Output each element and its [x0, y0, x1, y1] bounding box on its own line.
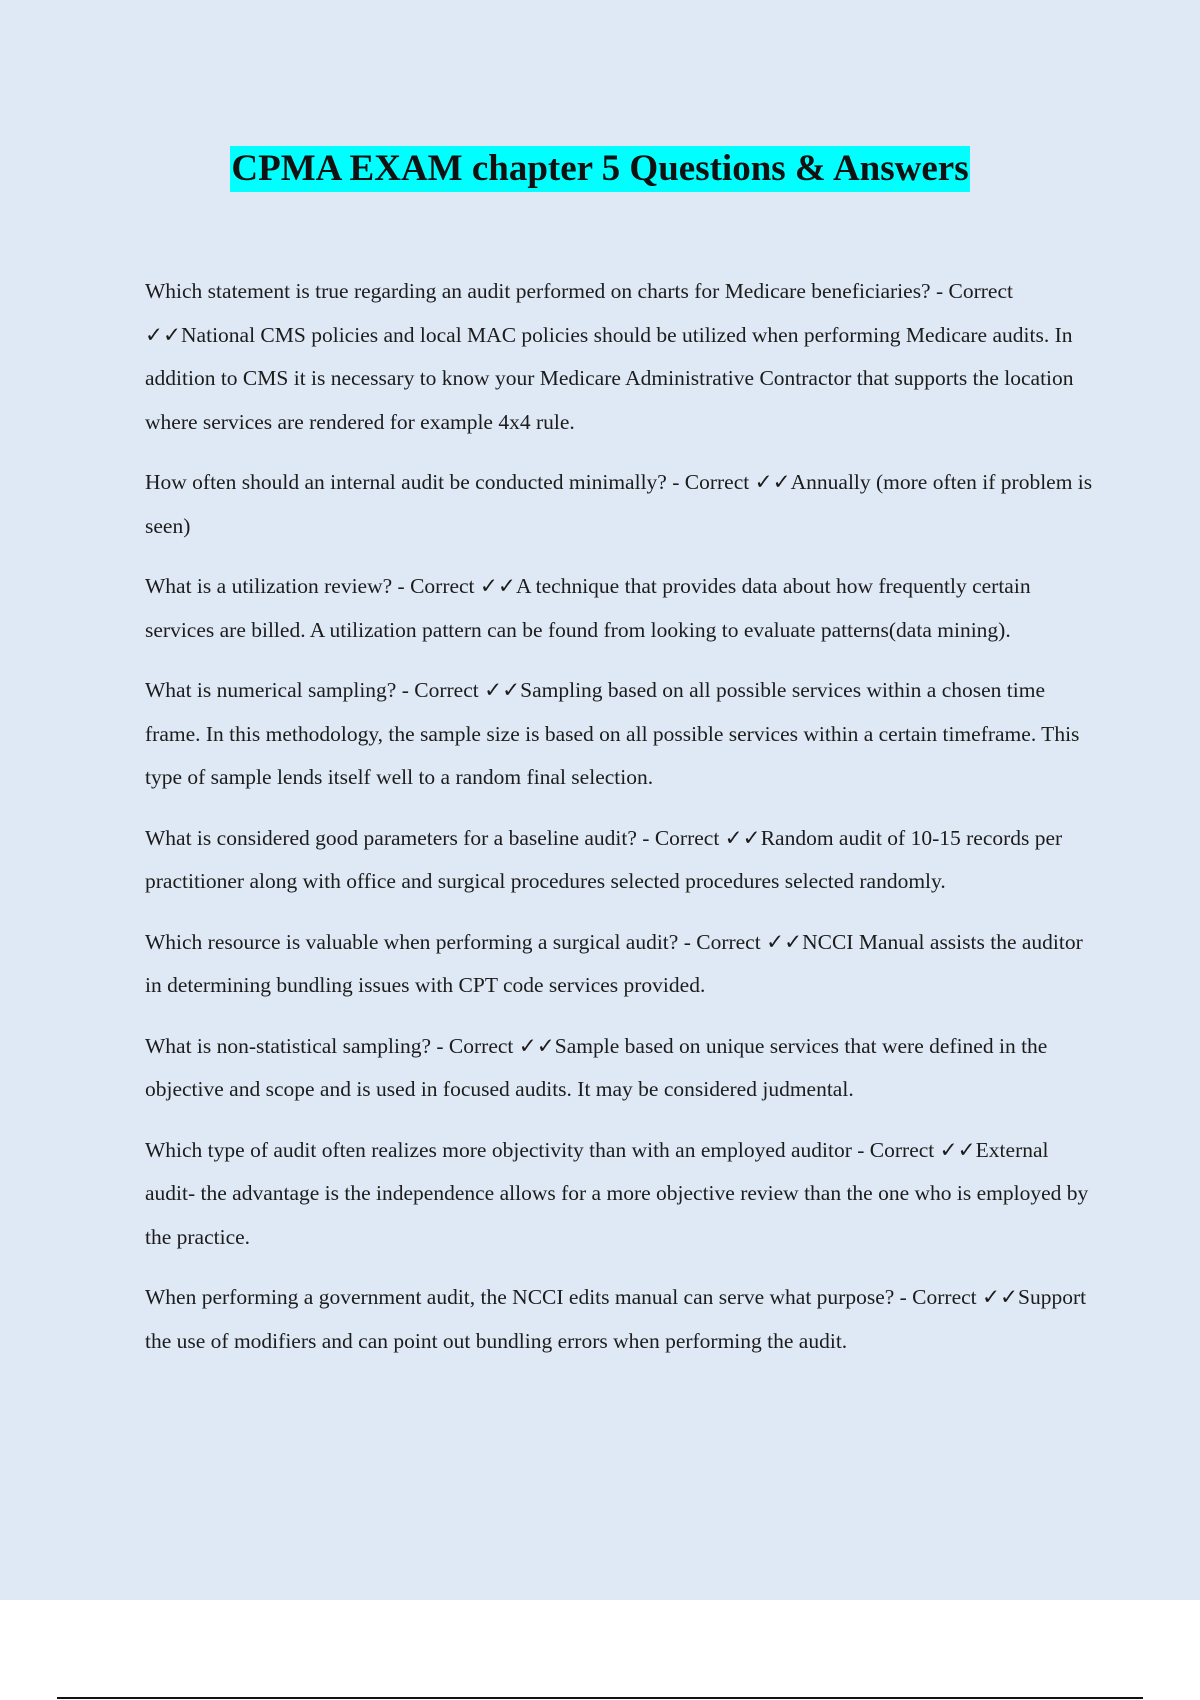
footer-divider [57, 1697, 1143, 1699]
qa-item: What is numerical sampling? - Correct ✓✓Sampling based on all possible services within a chosen time frame. In this methodology, the sample size is based on all possible services within a certain timeframe. This type of sample lends itself well to a random final selection. [145, 678, 1080, 789]
title-container [0, 146, 1200, 192]
qa-item: What is non-statistical sampling? - Correct ✓✓Sample based on unique services that were defined in the objective and scope and is used in focused audits. It may be considered judmental. [145, 1033, 1048, 1101]
qa-item: What is considered good parameters for a baseline audit? - Correct ✓✓Random audit of 10-15 records per practitioner along with office and surgical procedures selected procedures selected randomly. [145, 825, 1063, 893]
page-title: CPMA EXAM chapter 5 Questions & Answers [230, 146, 969, 192]
qa-item: Which type of audit often realizes more objectivity than with an employed auditor - Correct ✓✓External audit- the advantage is the independence allows for a more objective review than the one who is employed by the practice. [145, 1137, 1089, 1249]
qa-item: What is a utilization review? - Correct ✓✓A technique that provides data about how frequently certain services are billed. A utilization pattern can be found from looking to evaluate patterns(data mining). [145, 574, 1031, 642]
qa-item: Which statement is true regarding an audit performed on charts for Medicare beneficiaries? - Correct ✓✓National CMS policies and local MAC policies should be utilized when performing Medicare audits. In addition to CMS it is necessary to know your Medicare Administrative Contractor that supports the location where services are rendered for example 4x4 rule. [145, 279, 1074, 434]
qa-list [145, 270, 1095, 1380]
qa-item: Which resource is valuable when performing a surgical audit? - Correct ✓✓NCCI Manual assists the auditor in determining bundling issues with CPT code services provided. [145, 929, 1083, 997]
qa-item: When performing a government audit, the NCCI edits manual can serve what purpose? - Correct ✓✓Support the use of modifiers and can point out bundling errors when performing the audit. [145, 1285, 1087, 1353]
qa-item: How often should an internal audit be conducted minimally? - Correct ✓✓Annually (more often if problem is seen) [145, 470, 1093, 538]
